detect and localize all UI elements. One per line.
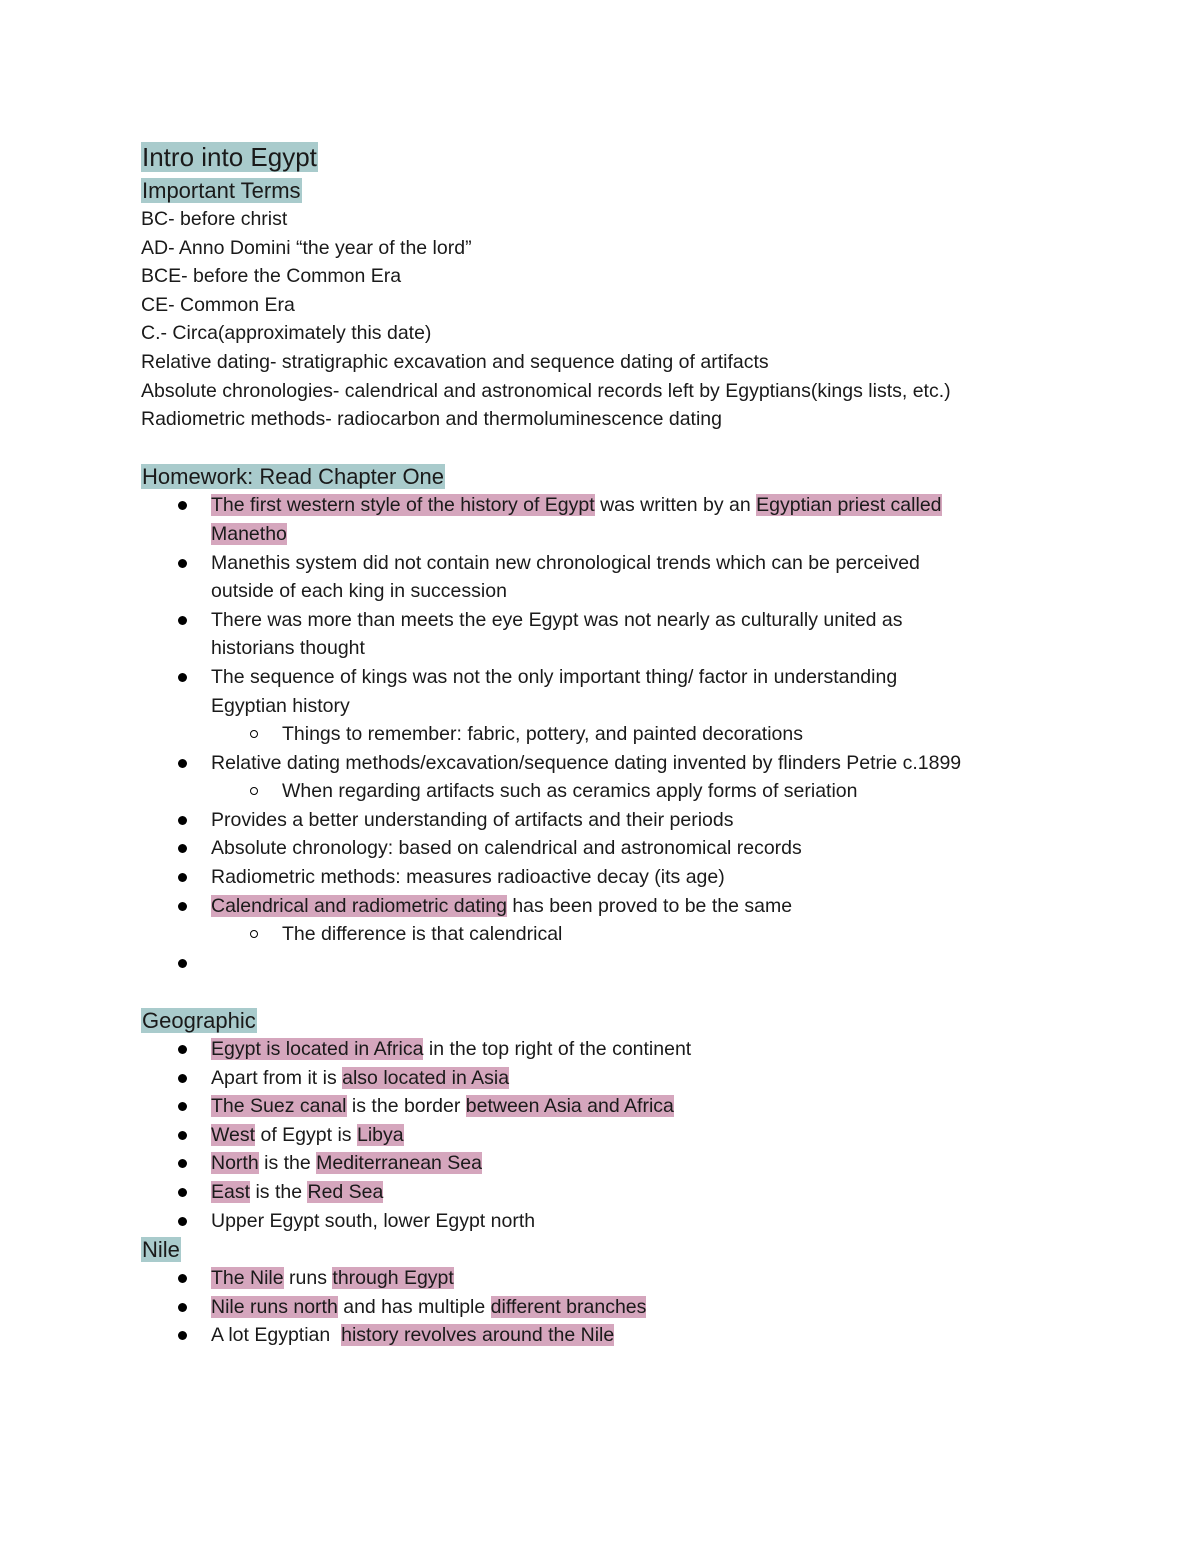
list-item: The Nile runs through Egypt — [141, 1264, 1061, 1293]
sub-list-wrapper — [141, 777, 1021, 806]
term-line: CE- Common Era — [141, 293, 295, 316]
bullet-icon — [178, 1303, 187, 1312]
sub-list-item: The difference is that calendrical — [141, 920, 1021, 949]
term-line: AD- Anno Domini “the year of the lord” — [141, 236, 472, 259]
circle-bullet-icon — [250, 930, 258, 938]
bullet-icon — [178, 902, 187, 911]
bullet-icon — [178, 501, 187, 510]
sub-list-item: When regarding artifacts such as ceramics apply forms of seriation — [141, 777, 1021, 806]
bullet-icon — [178, 559, 187, 568]
sub-list-wrapper — [141, 720, 1021, 749]
circle-bullet-icon — [250, 730, 258, 738]
page-title: Intro into Egypt — [142, 142, 317, 172]
list-item: Manethis system did not contain new chronological trends which can be perceived outside of each king in succession — [141, 549, 961, 606]
bullet-icon — [178, 1159, 187, 1168]
bullet-icon — [178, 1074, 187, 1083]
circle-bullet-icon — [250, 787, 258, 795]
list-item: A lot Egyptian history revolves around the Nile — [141, 1321, 1061, 1350]
bullet-icon — [178, 616, 187, 625]
homework-list — [141, 491, 1021, 977]
list-item: The first western style of the history of Egypt was written by an Egyptian priest called Manetho — [141, 491, 961, 548]
bullet-icon — [178, 1331, 187, 1340]
list-item: Provides a better understanding of artifacts and their periods — [141, 806, 1021, 835]
sub-list-item: Things to remember: fabric, pottery, and painted decorations — [141, 720, 1021, 749]
list-item: Radiometric methods: measures radioactive decay (its age) — [141, 863, 1021, 892]
nile-heading: Nile — [142, 1237, 180, 1263]
list-item: Calendrical and radiometric dating has been proved to be the same — [141, 892, 1021, 921]
important-terms-heading: Important Terms — [142, 178, 301, 203]
bullet-icon — [178, 1045, 187, 1054]
geographic-heading: Geographic — [142, 1008, 256, 1034]
list-item: Absolute chronology: based on calendrical and astronomical records — [141, 834, 1021, 863]
term-line: BCE- before the Common Era — [141, 265, 402, 288]
sub-list-wrapper — [141, 920, 1021, 949]
term-line: Relative dating- stratigraphic excavation and sequence dating of artifacts — [141, 350, 769, 373]
bullet-icon — [178, 873, 187, 882]
bullet-icon — [178, 673, 187, 682]
bullet-icon — [178, 1131, 187, 1140]
document-body — [141, 138, 1061, 1350]
bullet-icon — [178, 759, 187, 768]
list-item: Egypt is located in Africa in the top right of the continent — [141, 1035, 1061, 1064]
term-line: Absolute chronologies- calendrical and astronomical records left by Egyptians(kings lists, etc.) — [141, 379, 951, 402]
term-line: Radiometric methods- radiocarbon and thermoluminescence dating — [141, 408, 722, 431]
list-item: The Suez canal is the border between Asia and Africa — [141, 1092, 1061, 1121]
list-item: There was more than meets the eye Egypt was not nearly as culturally united as historians thought — [141, 606, 961, 663]
list-item: The sequence of kings was not the only important thing/ factor in understanding Egyptian history — [141, 663, 961, 720]
bullet-icon — [178, 959, 187, 968]
homework-heading: Homework: Read Chapter One — [142, 464, 445, 490]
list-item: North is the Mediterranean Sea — [141, 1149, 1061, 1178]
term-line: C.- Circa(approximately this date) — [141, 322, 432, 345]
bullet-icon — [178, 1274, 187, 1283]
nile-list — [141, 1264, 1061, 1350]
bullet-icon — [178, 1102, 187, 1111]
list-item: Relative dating methods/excavation/sequence dating invented by flinders Petrie c.1899 — [141, 749, 1021, 778]
bullet-icon — [178, 816, 187, 825]
geographic-list — [141, 1035, 1061, 1235]
list-item: West of Egypt is Libya — [141, 1121, 1061, 1150]
list-item — [141, 949, 1021, 978]
list-item: East is the Red Sea — [141, 1178, 1061, 1207]
bullet-icon — [178, 844, 187, 853]
bullet-icon — [178, 1188, 187, 1197]
list-item: Nile runs north and has multiple different branches — [141, 1293, 1061, 1322]
list-item: Upper Egypt south, lower Egypt north — [141, 1207, 1061, 1236]
list-item: Apart from it is also located in Asia — [141, 1064, 1061, 1093]
term-line: BC- before christ — [141, 208, 288, 230]
bullet-icon — [178, 1217, 187, 1226]
